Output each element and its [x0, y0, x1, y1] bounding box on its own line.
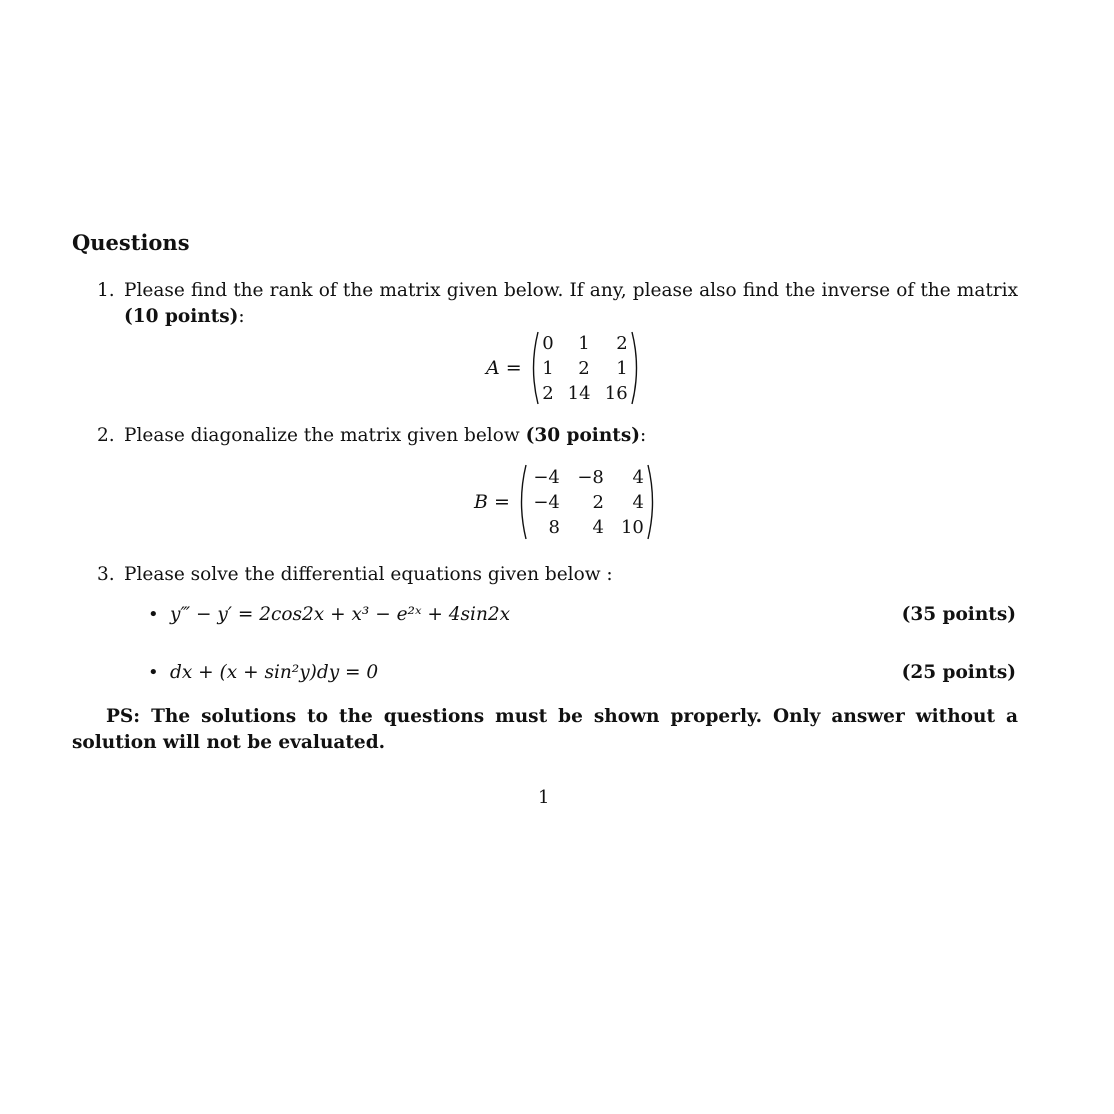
question-2-points-colon: :	[639, 425, 647, 446]
matrix-b-equals: =	[493, 491, 510, 513]
left-paren-icon	[528, 330, 540, 406]
equation-1-points: (35 points)	[901, 604, 1016, 625]
matrix-a-cell-1-0: 1	[542, 357, 554, 379]
matrix-b-cell-1-0: −4	[533, 491, 560, 513]
matrix-a-cell-0-2: 2	[616, 332, 628, 354]
matrix-a-cell-2-2: 16	[604, 382, 628, 404]
matrix-b-cell-2-2: 10	[620, 516, 644, 538]
question-3-number: 3.	[97, 564, 115, 585]
matrix-a-cell-1-1: 2	[578, 357, 590, 379]
bullet-icon: •	[148, 662, 159, 683]
question-1-points-colon: :	[238, 306, 245, 327]
right-paren-icon	[646, 463, 658, 541]
question-2-text: Please diagonalize the matrix given below	[124, 425, 520, 446]
matrix-a-label: A	[486, 357, 500, 379]
matrix-b-grid	[530, 465, 644, 540]
matrix-b-cell-2-0: 8	[548, 516, 560, 538]
matrix-a	[486, 330, 642, 406]
matrix-a-cell-0-0: 0	[542, 332, 554, 354]
matrix-b-cell-0-1: −8	[577, 466, 604, 488]
matrix-b-cell-2-1: 4	[592, 516, 604, 538]
matrix-b-cell-1-1: 2	[592, 491, 604, 513]
ps-note	[72, 704, 1018, 756]
question-1-points-line	[124, 306, 245, 327]
matrix-a-cell-2-1: 14	[567, 382, 591, 404]
right-paren-icon	[630, 330, 642, 406]
matrix-a-cell-1-2: 1	[616, 357, 628, 379]
equation-2-points: (25 points)	[901, 662, 1016, 683]
question-3-text: Please solve the differential equations given below :	[124, 564, 613, 585]
bullet-icon: •	[148, 604, 159, 625]
matrix-b-cell-1-2: 4	[632, 491, 644, 513]
question-1-points: (10 points)	[124, 306, 239, 327]
ps-note-line-2: solution will not be evaluated.	[72, 732, 386, 753]
page-number: 1	[538, 787, 550, 808]
matrix-a-equals: =	[505, 357, 522, 379]
matrix-b-cell-0-0: −4	[533, 466, 560, 488]
section-title: Questions	[72, 230, 190, 255]
matrix-b-label: B	[474, 491, 488, 513]
equation-1: y‴ − y′ = 2cos2x + x³ − e²ˣ + 4sin2x	[170, 604, 511, 625]
matrix-a-cell-2-0: 2	[542, 382, 554, 404]
matrix-a-cell-0-1: 1	[578, 332, 590, 354]
matrix-b	[474, 463, 658, 541]
matrix-b-cell-0-2: 4	[632, 466, 644, 488]
ps-note-line-1: PS: The solutions to the questions must be shown properly. Only answer without a	[106, 706, 1018, 727]
equation-2: dx + (x + sin²y)dy = 0	[170, 662, 379, 683]
question-2-number: 2.	[97, 425, 115, 446]
matrix-a-grid	[542, 331, 628, 406]
question-1-number: 1.	[97, 280, 115, 301]
question-1-text: Please find the rank of the matrix given below. If any, please also find the inverse of the matrix	[124, 280, 1018, 301]
question-2-text-line	[124, 425, 646, 446]
question-2-points: (30 points)	[525, 425, 640, 446]
left-paren-icon	[516, 463, 528, 541]
